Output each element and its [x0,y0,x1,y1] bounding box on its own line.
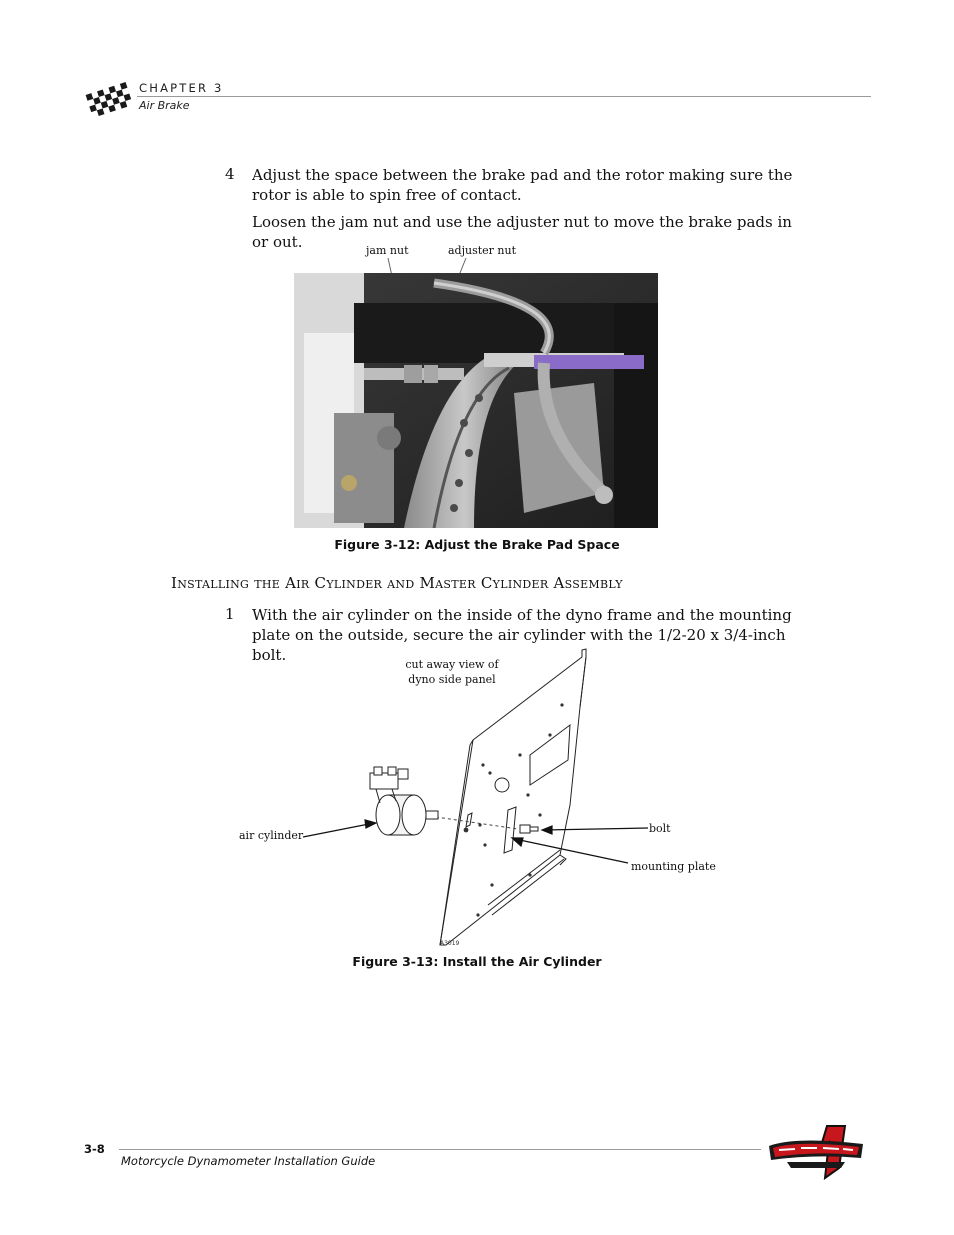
figure-caption: Figure 3-12: Adjust the Brake Pad Space [334,537,620,552]
page-number: 3-8 [84,1142,105,1156]
step-number: 1 [225,605,235,623]
step-subtext: Loosen the jam nut and use the adjuster nut to move the brake pads in or out. [252,213,792,251]
bolt-callout: bolt [649,822,671,835]
brake-pad-photo [294,273,658,528]
chapter-label: CHAPTER 3 [139,81,224,95]
svg-text:A3019: A3019 [440,940,460,947]
footer-rule [119,1149,761,1150]
section-label: Air Brake [139,99,190,112]
cutaway-callout [402,657,502,687]
section-heading [171,574,623,592]
step-text: With the air cylinder on the inside of the dyno frame and the mounting plate on the outside, secure the air cylinder with the 1/2-20 x 3/4-inch bolt. [252,606,792,664]
checkered-flag-logo [84,78,134,120]
air-cylinder-diagram [230,645,730,955]
section-heading-text: Installing the Air Cylinder and Master Cylinder Assembly [171,574,623,592]
air-cylinder-callout: air cylinder [239,829,304,842]
step-text: Adjust the space between the brake pad and the rotor making sure the rotor is able to spin free of contact. [252,166,793,204]
jam-nut-callout: jam nut [366,244,409,257]
cutaway-callout-line2: dyno side panel [408,673,496,686]
mounting-plate-callout: mounting plate [631,860,716,873]
footer-title: Motorcycle Dynamometer Installation Guide [121,1154,376,1168]
cutaway-callout-line1: cut away view of [405,658,499,671]
figure-caption: Figure 3-13: Install the Air Cylinder [352,954,602,969]
dynojet-logo [765,1124,867,1180]
adjuster-nut-callout: adjuster nut [448,244,517,257]
step-number: 4 [225,165,235,183]
header-rule [137,96,871,97]
